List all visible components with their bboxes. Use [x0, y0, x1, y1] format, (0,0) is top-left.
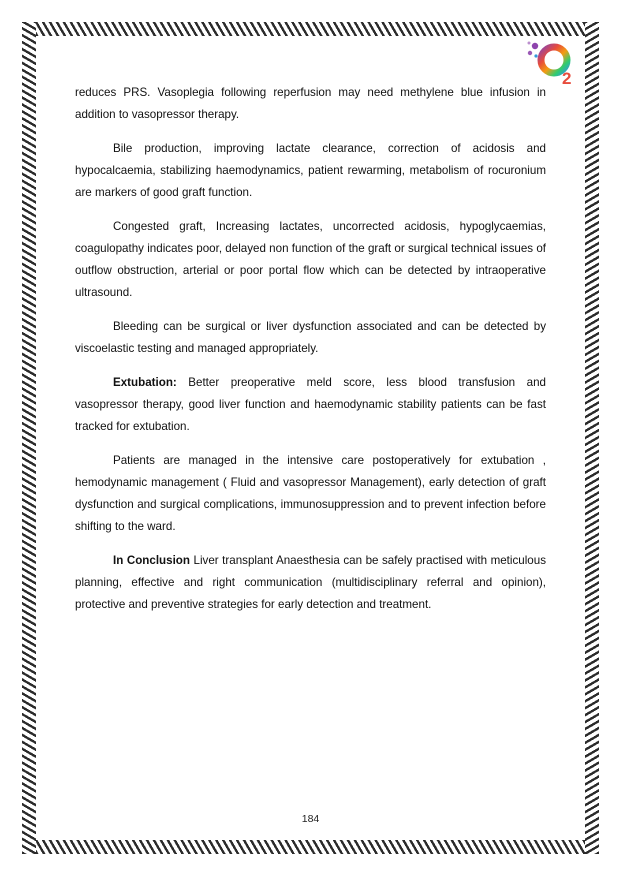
body-text	[75, 82, 546, 628]
heading-conclusion: In Conclusion	[113, 553, 190, 567]
page-border-top	[22, 22, 599, 36]
paragraph-extubation: Extubation: Better preoperative meld score, less blood transfusion and vasopressor therapy, good liver function and haemodynamic stability patients can be fast tracked for extubation.	[75, 376, 546, 433]
page-number: 184	[301, 813, 320, 825]
paragraph: Bleeding can be surgical or liver dysfunction associated and can be detected by viscoelastic testing and managed appropriately.	[75, 319, 546, 355]
paragraph-conclusion: In Conclusion Liver transplant Anaesthesia can be safely practised with meticulous planning, effective and right communication (multidisciplinary referral and opinion), protective and preventive strategies for early detection and treatment.	[75, 553, 546, 611]
svg-text:2: 2	[562, 69, 572, 88]
page-border-bottom	[22, 840, 599, 854]
paragraph: Bile production, improving lactate clearance, correction of acidosis and hypocalcaemia, stabilizing haemodynamics, patient rewarming, metabolism of rocuronium are markers of good graft function.	[75, 142, 546, 199]
o2-logo-icon	[520, 36, 580, 88]
page-border-right	[585, 22, 599, 854]
paragraph: reduces PRS. Vasoplegia following reperfusion may need methylene blue infusion in addition to vasopressor therapy.	[75, 86, 546, 121]
heading-extubation: Extubation:	[113, 376, 177, 390]
paragraph: Congested graft, Increasing lactates, uncorrected acidosis, hypoglycaemias, coagulopathy indicates poor, delayed non function of the graft or surgical technical issues of outflow obstruction, arterial or poor portal flow which can be detected by intraoperative ultrasound.	[75, 220, 546, 299]
paragraph: Patients are managed in the intensive care postoperatively for extubation , hemodynamic management ( Fluid and vasopressor Management), early detection of graft dysfunction and surgical complications, immunosuppression and to prevent infection before shifting to the ward.	[75, 454, 546, 533]
page-border-left	[22, 22, 36, 854]
